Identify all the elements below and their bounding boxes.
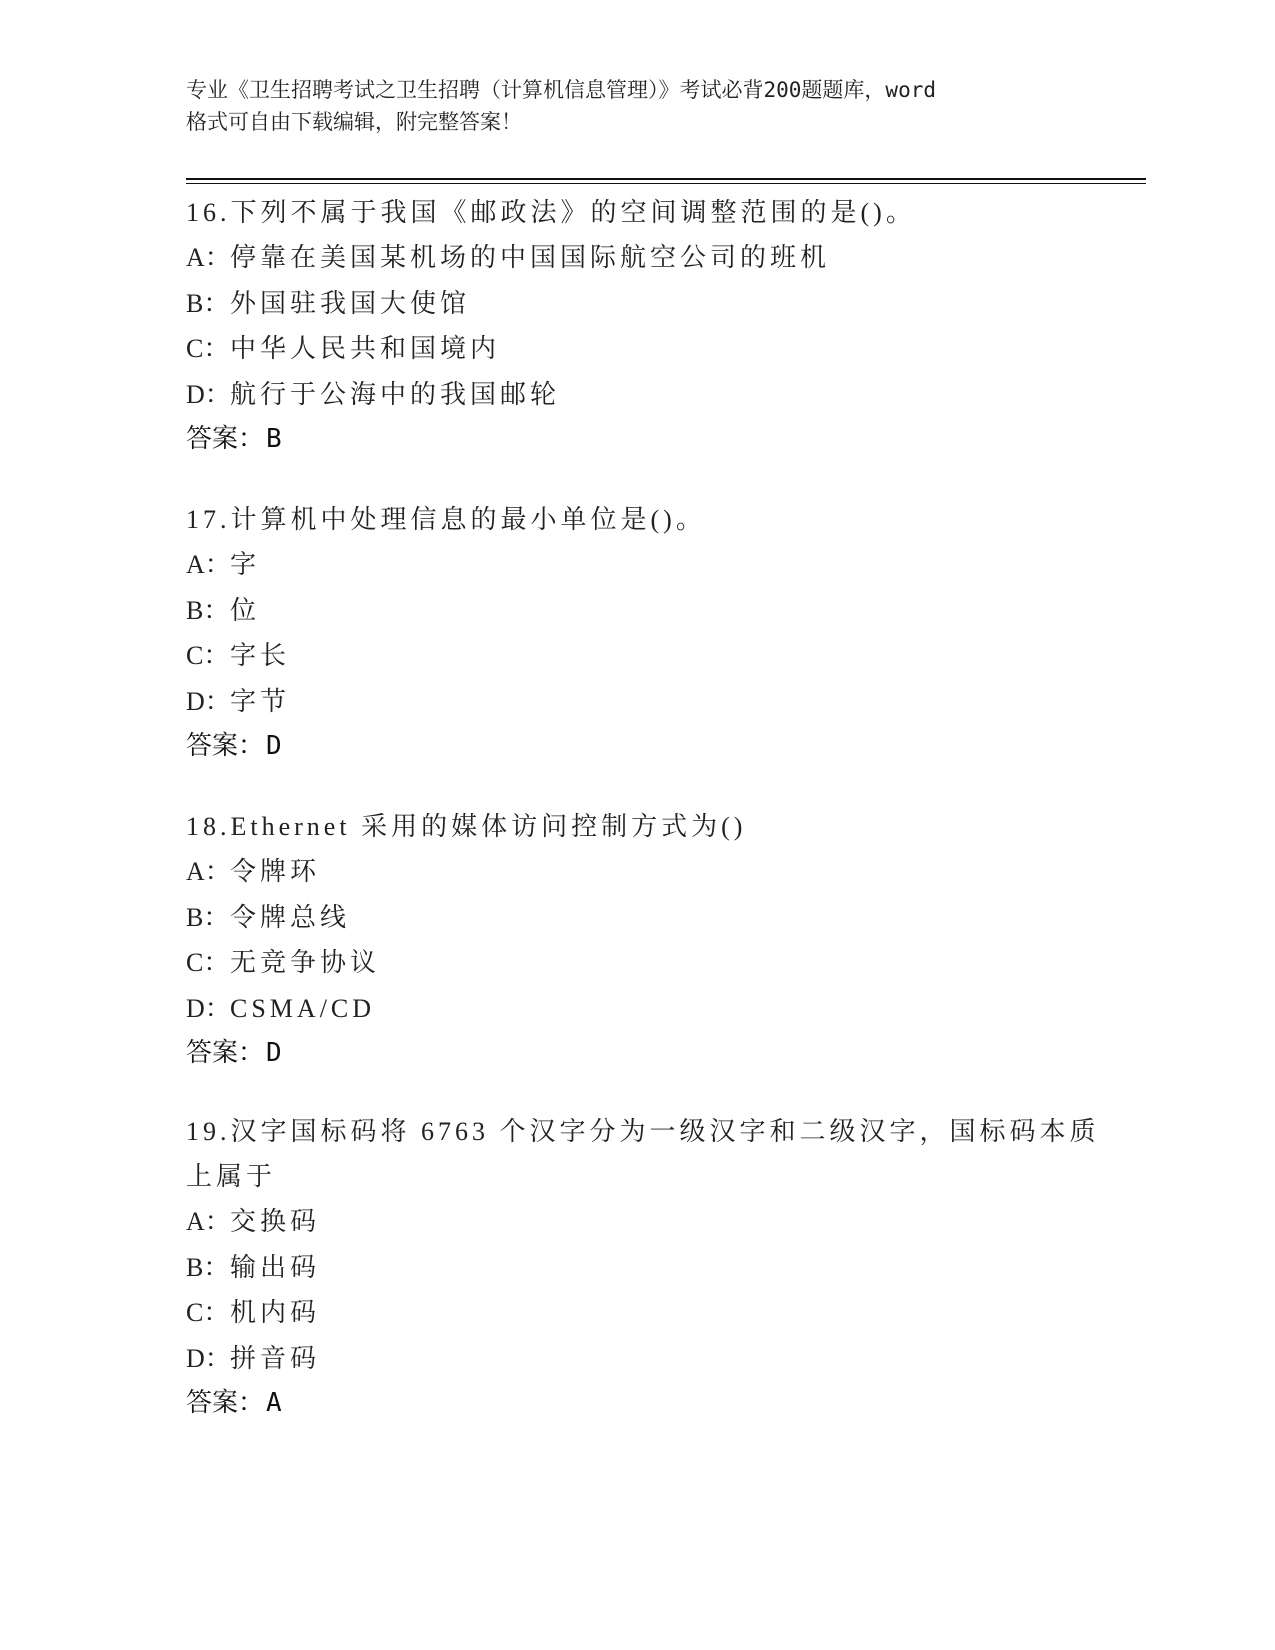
option-text: 字长 — [230, 641, 291, 670]
option-c — [186, 940, 1066, 986]
option-letter: A： — [186, 243, 231, 272]
option-letter: C： — [186, 641, 230, 670]
header-title-line-2: 格式可自由下载编辑，附完整答案！ — [186, 110, 522, 134]
option-b — [186, 281, 1066, 327]
header-divider-thick — [186, 178, 1146, 180]
option-d — [186, 679, 1066, 725]
option-text: 输出码 — [230, 1252, 321, 1282]
option-text: 停靠在美国某机场的中国国际航空公司的班机 — [230, 243, 831, 272]
option-letter: D： — [186, 993, 231, 1023]
option-d — [186, 1336, 1066, 1382]
answer-label: 答案： — [186, 1038, 265, 1068]
question-stem — [186, 190, 1066, 235]
option-text: 交换码 — [230, 1207, 321, 1236]
option-letter: D： — [186, 686, 231, 716]
option-letter: B： — [186, 595, 230, 625]
option-letter: A： — [186, 550, 231, 579]
option-c — [186, 1290, 1066, 1336]
question-stem-line: 19.汉字国标码将 6763 个汉字分为一级汉字和二级汉字，国标码本质 — [186, 1117, 1100, 1146]
option-b — [186, 1245, 1066, 1291]
option-text: 中华人民共和国境内 — [230, 334, 501, 363]
header-divider-thin — [186, 183, 1146, 184]
question-stem — [186, 1109, 1100, 1199]
option-a — [186, 542, 1066, 588]
option-c — [186, 326, 1066, 372]
question-stem — [186, 804, 1066, 849]
answer-value: D — [266, 1038, 282, 1068]
answer-line — [186, 417, 1066, 462]
option-text: 拼音码 — [230, 1343, 321, 1373]
answer-value: D — [266, 731, 282, 761]
option-text: CSMA/CD — [230, 993, 376, 1023]
question-18 — [186, 804, 1066, 1076]
answer-label: 答案： — [186, 731, 265, 761]
question-19 — [186, 1109, 1100, 1426]
option-text: 外国驻我国大使馆 — [230, 288, 471, 318]
option-letter: B： — [186, 902, 230, 932]
option-letter: C： — [186, 334, 230, 363]
question-stem-line: 上属于 — [186, 1162, 277, 1191]
option-letter: B： — [186, 1252, 230, 1282]
option-text: 无竞争协议 — [230, 948, 381, 977]
option-b — [186, 588, 1066, 634]
option-text: 字 — [230, 550, 261, 579]
question-stem-line: 18.Ethernet 采用的媒体访问控制方式为() — [186, 812, 747, 841]
option-letter: A： — [186, 1207, 231, 1236]
option-a — [186, 235, 1066, 281]
answer-value: A — [266, 1388, 282, 1418]
option-text: 航行于公海中的我国邮轮 — [230, 379, 561, 409]
option-c — [186, 633, 1066, 679]
header-title-line-1: 专业《卫生招聘考试之卫生招聘（计算机信息管理）》考试必背200题题库，word — [186, 78, 936, 102]
question-stem-line: 17.计算机中处理信息的最小单位是()。 — [186, 505, 706, 534]
question-stem — [186, 497, 1066, 542]
option-text: 令牌环 — [230, 857, 321, 886]
option-b — [186, 895, 1066, 941]
answer-label: 答案： — [186, 1388, 265, 1418]
option-a — [186, 1199, 1066, 1245]
option-text: 令牌总线 — [230, 902, 351, 932]
question-stem-line: 16.下列不属于我国《邮政法》的空间调整范围的是()。 — [186, 198, 916, 227]
answer-value: B — [266, 424, 282, 454]
option-d — [186, 986, 1066, 1032]
option-letter: A： — [186, 857, 231, 886]
option-letter: C： — [186, 1298, 230, 1327]
question-17 — [186, 497, 1066, 769]
answer-label: 答案： — [186, 424, 265, 454]
option-letter: D： — [186, 379, 231, 409]
option-text: 字节 — [230, 686, 291, 716]
answer-line — [186, 1381, 1066, 1426]
answer-line — [186, 724, 1066, 769]
option-letter: D： — [186, 1343, 231, 1373]
option-d — [186, 372, 1066, 418]
option-text: 位 — [230, 595, 261, 625]
option-a — [186, 849, 1066, 895]
option-letter: B： — [186, 288, 230, 318]
option-letter: C： — [186, 948, 230, 977]
document-header — [186, 74, 1086, 138]
question-16 — [186, 190, 1066, 462]
answer-line — [186, 1031, 1066, 1076]
option-text: 机内码 — [230, 1298, 321, 1327]
